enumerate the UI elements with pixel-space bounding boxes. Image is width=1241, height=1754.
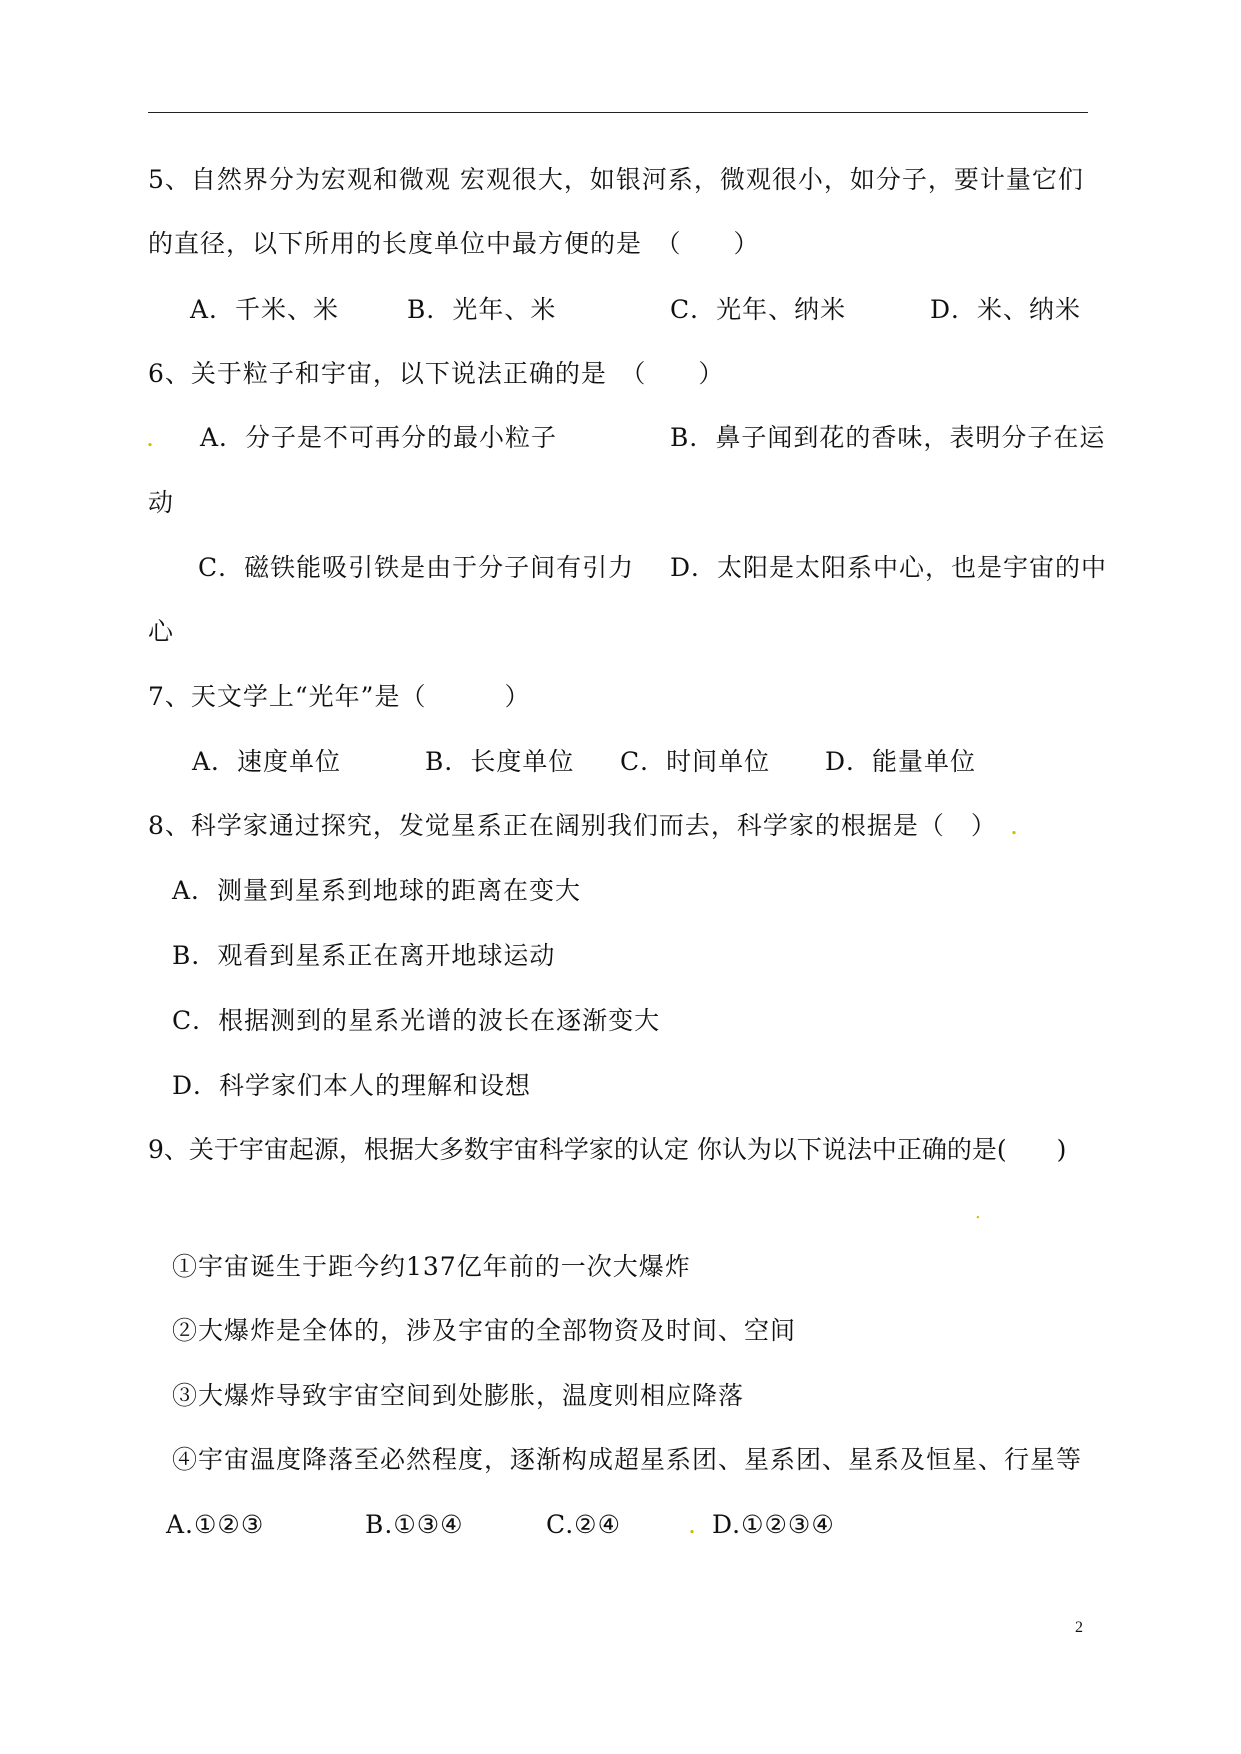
q6-option-b-continued: 动	[148, 488, 175, 517]
q9-option-mark: .	[688, 1510, 697, 1539]
q8-option-d: D．科学家们本人的理解和设想	[172, 1071, 532, 1100]
q9-option-b: B.①③④	[365, 1510, 464, 1539]
q8-option-c: C．根据测到的星系光谱的波长在逐渐变大	[172, 1006, 661, 1035]
q9-option-d: D.①②③④	[712, 1510, 835, 1539]
q8-option-b: B．观看到星系正在离开地球运动	[172, 941, 556, 970]
q6-stem: 6、关于粒子和宇宙，以下说法正确的是 （ ）	[148, 359, 725, 388]
q6-mark: .	[146, 423, 155, 452]
q7-option-c: C．时间单位	[620, 747, 771, 776]
q8-option-a: A．测量到星系到地球的距离在变大	[172, 876, 582, 905]
q6-option-c: C．磁铁能吸引铁是由于分子间有引力	[198, 553, 635, 582]
q9-item-2: ②大爆炸是全体的，涉及宇宙的全部物资及时间、空间	[172, 1316, 797, 1345]
q6-option-d-continued: 心	[148, 617, 175, 646]
q5-stem-line1: 5、自然界分为宏观和微观 宏观很大，如银河系，微观很小，如分子，要计量它们	[148, 165, 1084, 194]
q6-option-a: A．分子是不可再分的最小粒子	[200, 423, 558, 452]
header-rule	[148, 112, 1088, 113]
q7-stem: 7、天文学上“光年”是（ ）	[148, 682, 531, 711]
q9-item-4: ④宇宙温度降落至必然程度，逐渐构成超星系团、星系团、星系及恒星、行星等	[172, 1445, 1083, 1474]
q5-option-d: D．米、纳米	[930, 295, 1082, 324]
q9-item-3: ③大爆炸导致宇宙空间到处膨胀，温度则相应降落	[172, 1381, 745, 1410]
q5-option-c: C．光年、纳米	[670, 295, 847, 324]
q7-option-d: D．能量单位	[825, 747, 977, 776]
q5-stem-line2: 的直径，以下所用的长度单位中最方便的是 （ ）	[148, 229, 760, 258]
page-number: 2	[1075, 1619, 1083, 1636]
q9-stem: 9、关于宇宙起源，根据大多数宇宙科学家的认定 你认为以下说法中正确的是( )	[148, 1135, 1067, 1164]
q9-mark: .	[975, 1202, 982, 1223]
q7-option-b: B．长度单位	[425, 747, 575, 776]
q9-option-a: A.①②③	[166, 1510, 265, 1539]
q8-mark: .	[1010, 811, 1019, 840]
q8-stem: 8、科学家通过探究，发觉星系正在阔别我们而去，科学家的根据是（ ）	[148, 811, 997, 840]
q7-option-a: A．速度单位	[192, 747, 342, 776]
q9-item-1: ①宇宙诞生于距今约137亿年前的一次大爆炸	[172, 1252, 691, 1281]
q6-option-b: B．鼻子闻到花的香味，表明分子在运	[670, 423, 1106, 452]
q9-option-c: C.②④	[546, 1510, 622, 1539]
q5-option-b: B．光年、米	[407, 295, 557, 324]
q6-option-d: D．太阳是太阳系中心，也是宇宙的中	[670, 553, 1108, 582]
q5-option-a: A．千米、米	[190, 295, 340, 324]
